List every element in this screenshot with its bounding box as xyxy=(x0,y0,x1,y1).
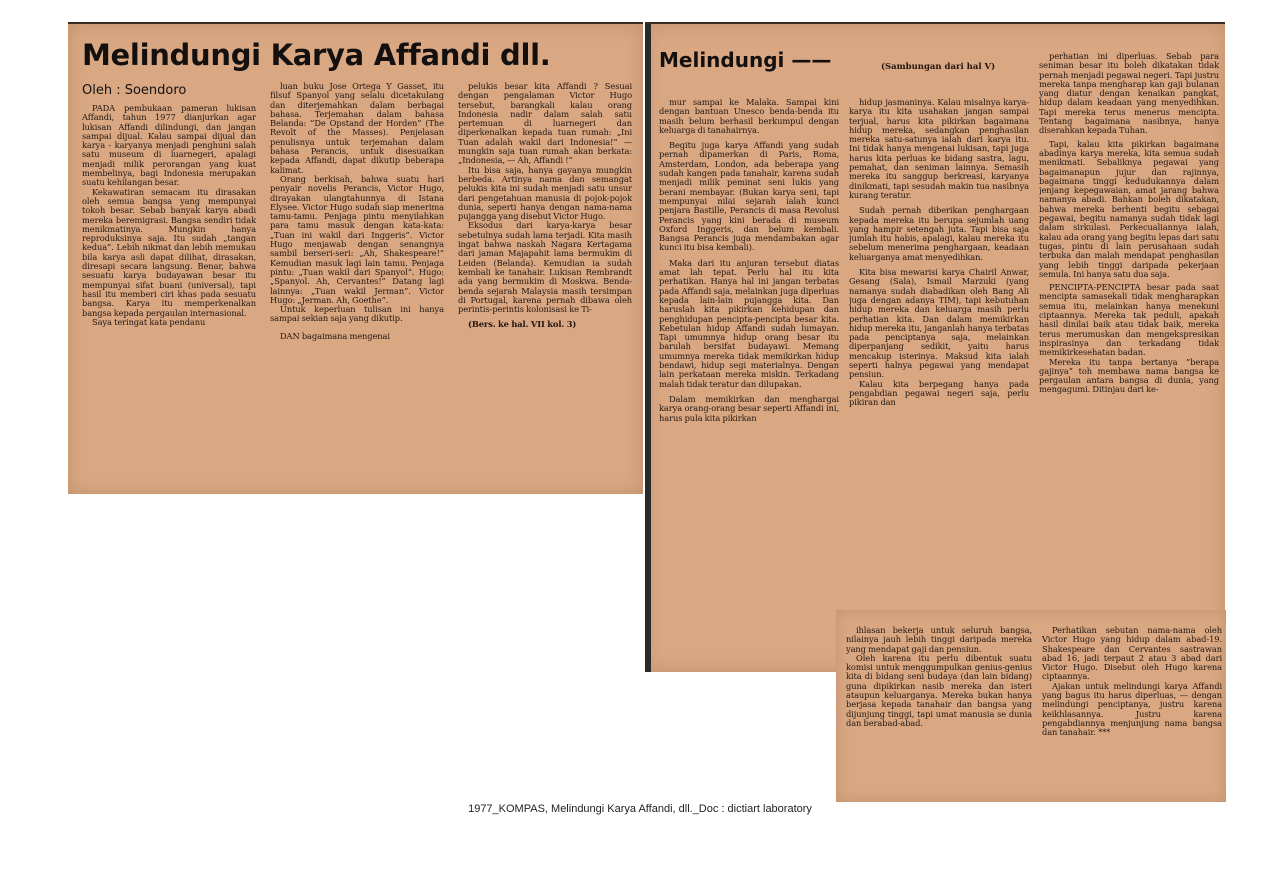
paragraph: Kita bisa mewarisi karya Chairil Anwar, Gesang (Sala), Ismail Marzuki (yang namanya sudah diabadikan oleh Bang Ali juga dengan adanya TIM), tapi kebutuhan hidup mereka dan keluarga masih perlu perhatian kita. Dan dalam memikirkan hidup mereka itu, janganlah hanya terbatas pada penciptanya saja, melainkan diperpanjang sedikit, yaitu harus mencakup isterinya. Maksud kita ialah seperti halnya pegawai yang mendapat pensiun. xyxy=(849,267,1029,380)
paragraph: Orang berkisah, bahwa suatu hari penyair novelis Perancis, Victor Hugo, dirayakan ulangtahunnya di Istana Elysee. Victor Hugo sudah siap menerima tamu-tamu. Penjaga pintu menyilahkan para tamu masuk dengan kata-kata: „Tuan ini wakil dari Inggeris”. Victor Hugo menjawab dengan senangnya sambil berseri-seri: „Ah, Shakespeare!” Kemudian masuk lagi lain tamu. Penjaga pintu: „Tuan wakil dari Spanyol”. Hugo: „Spanyol. Ah, Cervantes!” Datang lagi lainnya: „Tuan wakil Jerman”. Victor Hugo: „Jerman. Ah, Goethe”. xyxy=(270,173,444,305)
paragraph: Ajakan untuk melindungi karya Affandi yang bagus itu harus diperluas, — dengan melindungi penciptanya, justru karena keikhlasannya. Justru karena pengabdiannya menjunjung nama bangsa dan tanahair. *** xyxy=(1042,680,1222,738)
bottom-column-1 xyxy=(846,626,1032,798)
page-fold-shadow xyxy=(645,24,651,672)
bottom-clipping xyxy=(836,610,1226,802)
continued-note: (Bers. ke hal. VII kol. 3) xyxy=(468,319,577,330)
left-clipping xyxy=(68,22,643,494)
paragraph: Itu bisa saja, hanya gayanya mungkin berbeda. Artinya nama dan semangat pelukis kita ini sudah menjadi satu unsur dari pengetahuan manusia di pojok-pojok dunia, seperti hanya dengan nama-nama pujangga yang disebut Victor Hugo. xyxy=(458,164,632,222)
paragraph: Sudah pernah diberikan penghargaan kepada mereka itu berupa sejumlah uang yang hampir setengah juta. Tapi bisa saja jumlah itu habis, apalagi, kalau mereka itu sebelum menerima penghargaan, keadaan keluarganya amat menyedihkan. xyxy=(849,205,1029,262)
left-column-2 xyxy=(270,82,444,488)
paragraph: hidup jasmaninya. Kalau misalnya karya-karya itu kita usahakan jangan sampai terjual, harus kita pikirkan bagaimana hidup mereka, sedangkan penghasilan mereka satu-satunya ialah dari karya itu. Ini tidak hanya mengenai lukisan, tapi juga harus kita perluas ke bidang sastra, lagu, pemahat, dan seniman lainnya. Semasih mereka itu sanggup berkreasi, karyanya dinikmati, tapi sesudah makin tua nasibnya kurang teratur. xyxy=(849,98,1029,200)
left-column-3 xyxy=(458,82,632,488)
paragraph: pelukis besar kita Affandi ? Sesuai dengan pengalaman Victor Hugo tersebut, barangkali kalau orang Indonesia nadir dalam salah satu pertemuan di luarnegeri dan diperkenalkan kepada tuan rumah: „Ini Tuan adalah wakil dari Indonesia!” — mungkin saja tuan rumah akan berkata: „Indonesia, — Ah, Affandi !” xyxy=(458,82,632,166)
continuation-note: (Sambungan dari hal V) xyxy=(881,62,996,72)
paragraph: Mereka itu tanpa bertanya ”berapa gajinya” toh membawa nama bangsa ke pergaulan antara bangsa di dunia, yang mengagumi. Ditinjau dari ke- xyxy=(1039,356,1219,395)
left-column-1 xyxy=(82,104,256,488)
bottom-column-2 xyxy=(1042,626,1222,798)
paragraph: mur sampai ke Malaka. Sampai kini dengan bantuan Unesco benda-benda itu masih belum berhasil berkumpul dengan keluarga di tanahairnya. xyxy=(659,98,839,135)
right-clipping xyxy=(645,22,1225,672)
paragraph: Dalam memikirkan dan menghargai karya orang-orang besar seperti Affandi ini, harus pula kita pikirkan xyxy=(659,393,839,423)
paragraph: ihlasan bekerja untuk seluruh bangsa, nilainya jauh lebih tinggi daripada mereka yang mendapat gaji dan pensiun. xyxy=(846,626,1032,654)
paragraph: Kalau kita berpegang hanya pada pengabdian pegawai negeri saja, perlu pikiran dan xyxy=(849,378,1029,408)
paragraph: Maka dari itu anjuran tersebut diatas amat lah tepat. Perlu hal itu kita perhatikan. Hanya hal ini jangan terbatas pada Affandi saja, melainkan juga diperluas kepada lain-lain pujangga kita. Dan haruslah kita pikirkan kehidupan dan penghidupan pencipta-pencipta besar kita. Kebetulan hidup Affandi sudah lumayan. Tapi umumnya hidup orang besar itu barulah bersifat budayawi. Memang umumnya mereka tidak memikirkan hidup bendawi, hidup segi materialnya. Dengan lain perkataan mereka miskin. Terkadang malah tidak teratur dan dilupakan. xyxy=(659,257,839,389)
paragraph: Oleh karena itu perlu dibentuk suatu komisi untuk menggumpulkan genius-genius kita di bidang seni budaya (dan lain bidang) guna dipikirkan nasib mereka dan isteri ataupun keluarganya. Mereka bukan hanya berjasa kepada tanahair dan bangsa yang dijunjung tinggi, tapi umat manusia se dunia dan berabad-abad. xyxy=(846,652,1032,728)
document-caption: 1977_KOMPAS, Melindungi Karya Affandi, dll._Doc : dictiart laboratory xyxy=(468,803,812,815)
paragraph: Saya teringat kata pendanu xyxy=(92,316,206,327)
continuation-title: Melindungi —— xyxy=(659,48,832,72)
paragraph: Kekawatiran semacam itu dirasakan oleh semua bangsa yang mempunyai tokoh besar. Sebab banyak karya abadi mereka beremigrasi. Bangsa sendiri tidak menikmatinya. Mungkin hanya reproduksinya saja. Itu sudah „tangan kedua”. Lebih nikmat dan lebih memukau bila karya asli dapat dilihat, dirasakan, diresapi secara langsung. Benar, bahwa sesuatu karya budayawan besar itu mempunyai sifat buani (universal), tapi hasil itu memberi ciri khas pada sesuatu bangsa. Karya itu memperkenalkan bangsa kepada pergaulan internasional. xyxy=(82,186,256,318)
paragraph: Begitu juga karya Affandi yang sudah pernah dipamerkan di Paris, Roma, Amsterdam, London, ada beberapa yang sudah kangen pada tanahair, karena sudah menjadi milik peminat seni lukis yang berani membayar. (Bukan karya seni, tapi mempunyai nilai sejarah ialah kunci penjara Bastille, Perancis di masa Revolusi Perancis yang kini berada di museum Oxford Inggeris, dan belum kembali. Bangsa Perancis juga mendambakan agar kunci itu bisa kembali). xyxy=(659,140,839,253)
right-column-2 xyxy=(849,98,1029,608)
article-headline: Melindungi Karya Affandi dll. xyxy=(82,38,551,72)
right-column-1 xyxy=(659,98,839,668)
paragraph: PENCIPTA-PENCIPTA besar pada saat mencipta samasekali tidak mengharapkan semua itu, melainkan hanya menekuni ciptaannya. Mereka tak peduli, apakah hasil dinilai baik atau tidak baik, mereka terus merumuskan dan mengekspresikan inspirasinya dan terkadang tidak memikirkesehatan badan. xyxy=(1039,282,1219,358)
paragraph: Untuk keperluan tulisan ini hanya sampai sekian saja yang dikutip. xyxy=(270,304,444,324)
paragraph: PADA pembukaan pameran lukisan Affandi, tahun 1977 dianjurkan agar lukisan Affandi dilindungi, dan jangan sampai dijual. Kalau sampai dijual dan karya - karyanya menjadi penghuni salah satu museum di luarnegeri, apalagi menjadi milik perorangan yang kuat membelinya, bagi Indonesia merupakan suatu kehilangan besar. xyxy=(82,104,256,188)
paragraph: Tapi, kalau kita pikirkan bagaimana abadinya karya mereka, kita semua sudah menikmati. Sebaliknya pegawai yang bagaimanapun jujur dan rajinnya, bagaimana tinggi kedudukannya dalam jenjang kepegawaian, amat jarang bahwa namanya abadi. Bahkan boleh dikatakan, bahwa mereka berhenti begitu sebagai pegawai, begitu namanya sudah tidak lagi dalam sirkulasi. Perkecualiannya ialah, kalau ada orang yang begitu lepas dari satu tugas, pintu di lain perusahaan sudah terbuka dan malah mendapat penghasilan yang lebih tinggi daripada pekerjaan semula. Ini hanya satu dua saja. xyxy=(1039,138,1219,279)
paragraph: Perhatikan sebutan nama-nama oleh Victor Hugo yang hidup dalam abad-19. Shakespeare dan Cervantes sastrawan abad 16, jadi terpaut 2 atau 3 abad dari Victor Hugo. Disebut oleh Hugo karena ciptaannya. xyxy=(1042,626,1222,682)
article-byline: Oleh : Soendoro xyxy=(82,83,187,98)
paragraph: Eksodus dari karya-karya besar sebetulnya sudah lama terjadi. Kita masih ingat bahwa naskah Nagara Kertagama dari jaman Majapahit lama bermukim di Leiden (Belanda). Kemudian ia sudah kembali ke tanahair. Lukisan Rembrandt ada yang bermukim di Moskwa. Benda-benda sejarah Malaysia masih tersimpan di Portugal, karena pernah dibawa oleh perintis-perintis kolonisasi ke Ti- xyxy=(458,220,632,315)
paragraph: DAN bagaimana mengenai xyxy=(280,330,390,341)
paragraph: luan buku Jose Ortega Y Gasset, itu filsuf Spanyol yang selalu dicetakulang dan diterjemahkan dalam berbagai bahasa. Terjemahan dalam bahasa Belanda: ”De Opstand der Horden” (The Revolt of the Masses). Penjelasan penulisnya untuk terjemahan dalam bahasa Perancis, untuk disesuaikan kepada Affandi, dapat dikutip beberapa kalimat. xyxy=(270,82,444,175)
right-column-3 xyxy=(1039,52,1219,608)
paragraph: perhatian ini diperluas. Sebab para seniman besar itu boleh dikatakan tidak pernah menjadi pegawai negeri. Tapi justru mereka tanpa mengharap kan gaji bulanan yang diatur dengan kenaikan pangkat, hidup dalam keadaan yang menyedihkan. Tapi mereka terus menerus mencipta. Tentang bagaimana nasibnya, hanya diserahkan kepada Tuhan. xyxy=(1039,52,1219,136)
